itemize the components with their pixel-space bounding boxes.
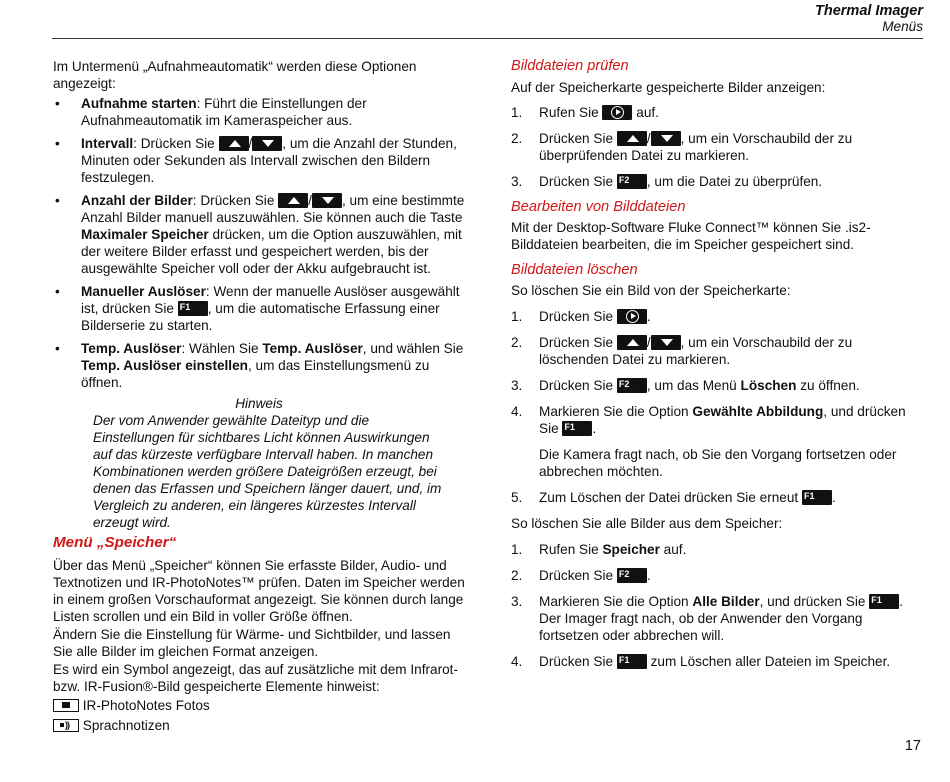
step-post: . <box>646 309 651 324</box>
bullet-dot: • <box>55 193 60 208</box>
loeschen-step-4-note: Die Kamera fragt nach, ob Sie den Vorgang fortsetzen oder abbrechen möchten. <box>539 447 897 479</box>
step-number: 2. <box>511 568 523 583</box>
bullet-bold: Anzahl der Bilder <box>81 193 193 208</box>
bullet-dot: • <box>55 136 60 151</box>
bullet-dot: • <box>55 284 60 299</box>
bullet-post: , um die automatische Erfassung einer Bilderserie zu starten. <box>81 301 440 333</box>
alle-step-1 <box>511 541 923 558</box>
alle-step-4 <box>511 653 923 670</box>
bearbeiten-text: Mit der Desktop-Software Fluke Connect™ können Sie .is2-Bilddateien bearbeiten, die im Speicher gespeichert sind. <box>511 220 871 252</box>
play-key-icon <box>602 105 632 120</box>
alle-step-2 <box>511 567 923 584</box>
step-post: , um ein Vorschaubild der zu löschenden Datei zu markieren. <box>539 335 853 367</box>
step-post: auf. <box>632 105 659 120</box>
bullet-pre: : Wählen Sie <box>181 341 263 356</box>
step-post: , um die Datei zu überprüfen. <box>646 174 823 189</box>
bullet-anzahl-der-bilder <box>53 192 465 277</box>
bullet-pre: : Wenn der manuelle Auslöser ausgewählt ist, drücken Sie <box>81 284 460 316</box>
step-bold: Löschen <box>740 378 797 393</box>
bullet-pre: : Drücken Sie <box>192 193 279 208</box>
key-separator: / <box>646 131 651 146</box>
header-title: Thermal Imager <box>815 3 923 19</box>
step-post-2: Der Imager fragt nach, ob der Anwender den Vorgang fortsetzen oder abbrechen will. <box>539 611 863 643</box>
heading-bearbeiten: Bearbeiten von Bilddateien <box>511 199 686 215</box>
step-number: 3. <box>511 594 523 609</box>
up-arrow-key-icon <box>219 136 249 151</box>
f1-key-icon: F1 <box>869 594 899 609</box>
step-bold: Alle Bilder <box>692 594 760 609</box>
f1-key-icon: F1 <box>178 301 208 316</box>
photonotes-row <box>53 697 465 714</box>
pruefen-step-1 <box>511 104 923 121</box>
key-separator: / <box>646 335 651 350</box>
step-number: 4. <box>511 654 523 669</box>
page-number: 17 <box>904 738 921 754</box>
bullet-dot: • <box>55 341 60 356</box>
intro-paragraph: Im Untermenü „Aufnahmeautomatik“ werden diese Optionen angezeigt: <box>53 59 417 91</box>
step-post-2: zu öffnen. <box>796 378 860 393</box>
step-pre: Drücken Sie <box>539 309 617 324</box>
bullet-bold-2: Temp. Auslöser <box>262 341 363 356</box>
step-number: 5. <box>511 490 523 505</box>
step-post: . <box>899 594 903 609</box>
photonotes-label: IR-PhotoNotes Fotos <box>82 698 210 713</box>
step-post: , um ein Vorschaubild der zu überprüfenden Datei zu markieren. <box>539 131 853 163</box>
bullet-bold-2: Maximaler Speicher <box>81 227 209 242</box>
f2-key-icon: F2 <box>617 568 647 583</box>
camera-icon <box>53 699 79 712</box>
step-number: 3. <box>511 174 523 189</box>
step-number: 2. <box>511 335 523 350</box>
alle-loeschen-intro: So löschen Sie alle Bilder aus dem Speicher: <box>511 516 783 531</box>
heading-bilddateien-loeschen: Bilddateien löschen <box>511 262 638 278</box>
bullet-manueller-ausloeser <box>53 283 465 334</box>
down-arrow-key-icon <box>651 131 681 146</box>
step-post: . <box>592 421 597 436</box>
step-mid: , und drücken Sie <box>539 404 906 436</box>
heading-bilddateien-pruefen: Bilddateien prüfen <box>511 58 629 74</box>
bullet-dot: • <box>55 96 60 111</box>
loeschen-step-5 <box>511 489 923 506</box>
bullet-aufnahme-starten <box>53 95 465 129</box>
step-bold: Gewählte Abbildung <box>692 404 824 419</box>
bullet-text: : Führt die Einstellungen der Aufnahmeautomatik im Kameraspeicher aus. <box>81 96 367 128</box>
pruefen-intro: Auf der Speicherkarte gespeicherte Bilder anzeigen: <box>511 80 826 95</box>
loeschen-step-3 <box>511 377 923 394</box>
step-pre: Drücken Sie <box>539 654 617 669</box>
step-number: 1. <box>511 309 523 324</box>
f1-key-icon: F1 <box>617 654 647 669</box>
left-column <box>53 58 465 734</box>
f2-key-icon: F2 <box>617 378 647 393</box>
step-post: , um das Menü <box>646 378 741 393</box>
bullet-intervall <box>53 135 465 186</box>
bullet-bold: Aufnahme starten <box>81 96 197 111</box>
bullet-pre: : Drücken Sie <box>133 136 219 151</box>
pruefen-step-2 <box>511 130 923 164</box>
step-number: 1. <box>511 542 523 557</box>
step-pre: Rufen Sie <box>539 105 603 120</box>
step-number: 4. <box>511 404 523 419</box>
step-pre: Markieren Sie die Option <box>539 594 693 609</box>
speicher-paragraph-2: Ändern Sie die Einstellung für Wärme- und Sichtbilder, und lassen Sie alle Bilder im gleichen Format anzeigen. <box>53 627 451 659</box>
voice-notes-label: Sprachnotizen <box>82 718 170 733</box>
step-post: auf. <box>659 542 687 557</box>
bullet-post: , um das Einstellungsmenü zu öffnen. <box>81 358 430 390</box>
speaker-icon <box>53 719 79 732</box>
step-number: 1. <box>511 105 523 120</box>
speicher-heading: Menü „Speicher“ <box>53 534 177 551</box>
bullet-mid: , und wählen Sie <box>362 341 464 356</box>
loeschen-step-1 <box>511 308 923 325</box>
alle-step-3 <box>511 593 923 644</box>
step-pre: Drücken Sie <box>539 335 617 350</box>
step-number: 3. <box>511 378 523 393</box>
up-arrow-key-icon <box>617 335 647 350</box>
step-number: 2. <box>511 131 523 146</box>
bullet-post: , um eine bestimmte Anzahl Bilder manuell auszuwählen. Sie können auch die Taste <box>81 193 465 225</box>
step-pre: Drücken Sie <box>539 131 617 146</box>
step-pre: Markieren Sie die Option <box>539 404 693 419</box>
step-pre: Drücken Sie <box>539 378 617 393</box>
bullet-bold: Manueller Auslöser <box>81 284 206 299</box>
hinweis-title: Hinweis <box>235 396 283 411</box>
step-pre: Drücken Sie <box>539 174 617 189</box>
hinweis-text: Der vom Anwender gewählte Dateityp und die Einstellungen für sichtbares Licht können Auswirkungen auf das kürzeste verfügbare Intervall haben. In manchen Kombinationen werden größere Dateigrößen erzeugt, bei denen das Erfassen und Speichern länger dauert, und, im Vergleich zu anderen, ein längeres kürzestes Intervall erzeugt wird. <box>93 413 442 530</box>
bullet-bold: Intervall <box>81 136 134 151</box>
speicher-paragraph-1: Über das Menü „Speicher“ können Sie erfasste Bilder, Audio- und Textnotizen und IR-PhotoNotes™ prüfen. Daten im Speicher werden in einem großen Vorschauformat angezeigt. Sie können durch lange Listen scrollen und ein Bild in voller Größe öffnen. <box>53 558 465 624</box>
bullet-bold: Temp. Auslöser <box>81 341 182 356</box>
bullet-temp-ausloeser <box>53 340 465 391</box>
f2-key-icon: F2 <box>617 174 647 189</box>
loeschen-intro: So löschen Sie ein Bild von der Speicherkarte: <box>511 283 791 298</box>
down-arrow-key-icon <box>651 335 681 350</box>
step-post: . <box>646 568 651 583</box>
key-separator: / <box>308 193 312 208</box>
step-post: zum Löschen aller Dateien im Speicher. <box>646 654 891 669</box>
loeschen-step-4 <box>511 403 923 437</box>
right-column <box>511 58 923 670</box>
speicher-paragraph-3: Es wird ein Symbol angezeigt, das auf zusätzliche mit dem Infrarot- bzw. IR-Fusion®-Bild gespeicherte Elemente hinweist: <box>53 662 458 694</box>
step-post: . <box>831 490 836 505</box>
step-bold: Speicher <box>602 542 660 557</box>
up-arrow-key-icon <box>617 131 647 146</box>
header-subtitle: Menüs <box>882 19 923 34</box>
loeschen-step-2 <box>511 334 923 368</box>
f1-key-icon: F1 <box>562 421 592 436</box>
step-pre: Drücken Sie <box>539 568 617 583</box>
bullet-post: , um die Anzahl der Stunden, Minuten oder Sekunden als Intervall zwischen den Bildern festzulegen. <box>81 136 457 185</box>
bullet-bold-3: Temp. Auslöser einstellen <box>81 358 248 373</box>
voice-notes-row <box>53 717 465 734</box>
header-rule <box>52 38 923 39</box>
step-mid: , und drücken Sie <box>759 594 870 609</box>
key-separator: / <box>248 136 253 151</box>
down-arrow-key-icon <box>312 193 342 208</box>
play-key-icon <box>617 309 647 324</box>
bullet-post-2: drücken, um die Option auszuwählen, mit der weitere Bilder erfasst und gespeichert werden, bis der ausgewählte Speicher voll oder der Akku aufgebraucht ist. <box>81 227 462 276</box>
up-arrow-key-icon <box>278 193 308 208</box>
f1-key-icon: F1 <box>802 490 832 505</box>
down-arrow-key-icon <box>252 136 282 151</box>
step-pre: Rufen Sie <box>539 542 603 557</box>
step-pre: Zum Löschen der Datei drücken Sie erneut <box>539 490 802 505</box>
pruefen-step-3 <box>511 173 923 190</box>
